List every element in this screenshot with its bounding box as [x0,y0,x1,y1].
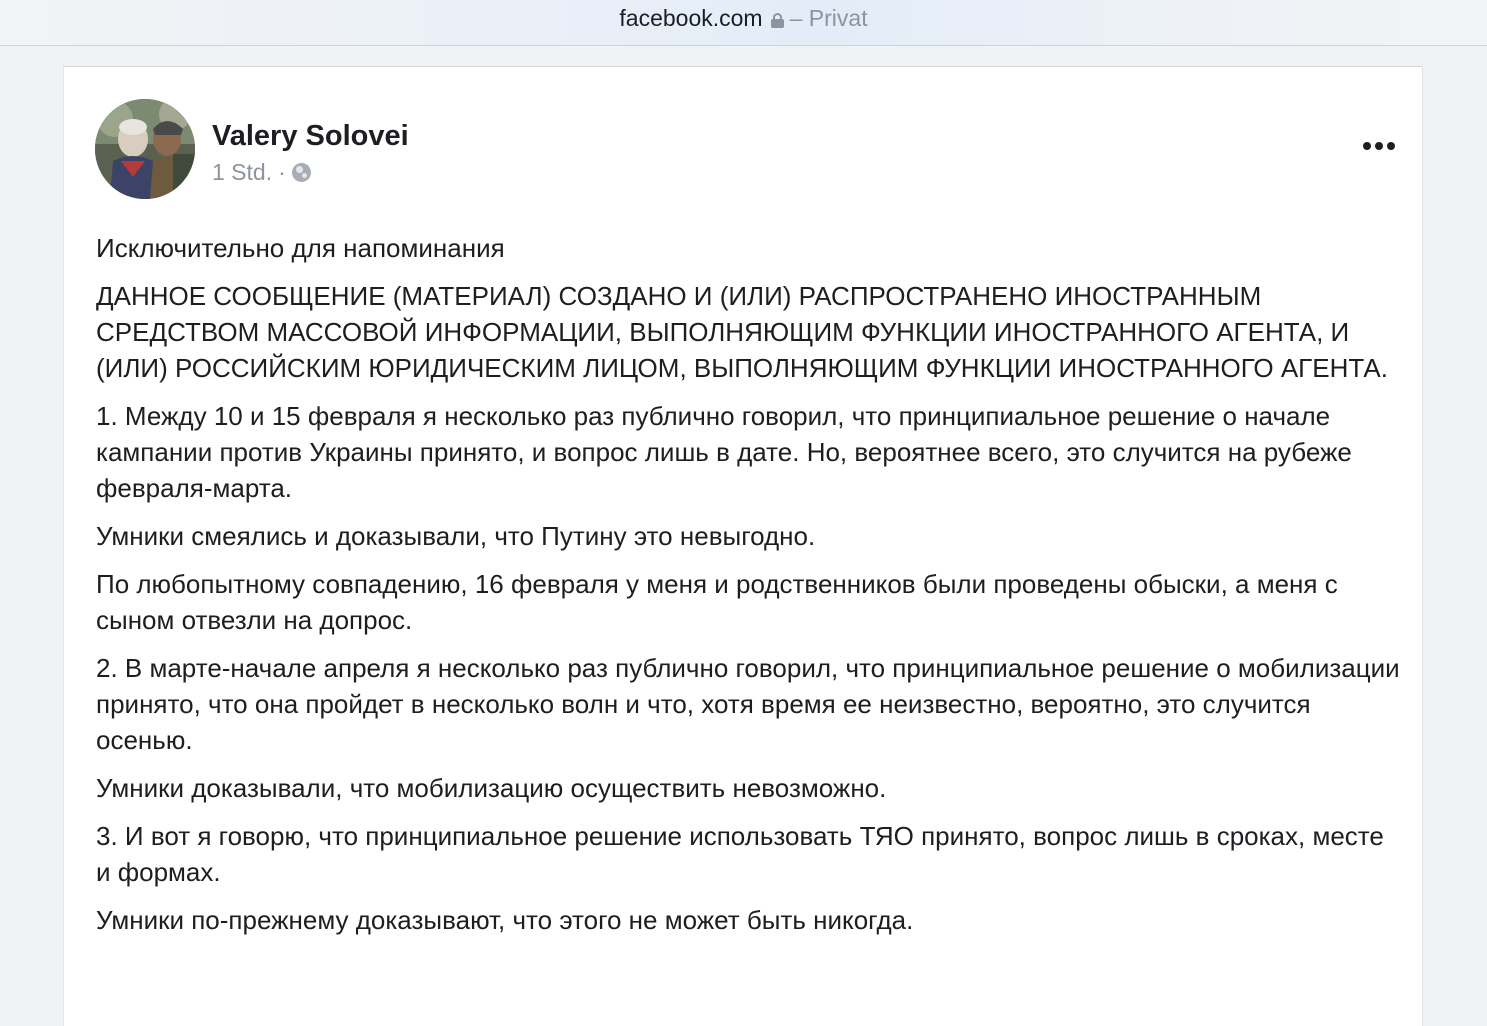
post-body [96,230,1401,950]
url-display[interactable] [0,4,1487,32]
avatar-image [95,99,195,199]
post-paragraph: 3. И вот я говорю, что принципиальное решение использовать ТЯО принято, вопрос лишь в сроках, месте и формах. [96,821,1384,887]
privacy-label: – Privat [789,5,868,31]
post-paragraph: Умники смеялись и доказывали, что Путину это невыгодно. [96,521,816,551]
meta-separator: · [278,159,286,185]
more-options-icon [1363,142,1371,150]
post-card [63,66,1423,1026]
post-paragraph: 2. В марте-начале апреля я несколько раз публично говорил, что принципиальное решение о мобилизации принято, что она пройдет в несколько волн и что, хотя время ее неизвестно, вероятно, это случится осенью. [96,653,1400,755]
lock-icon [771,13,784,27]
post-paragraph: По любопытному совпадению, 16 февраля у меня и родственников были проведены обыски, а меня с сыном отвезли на допрос. [96,569,1338,635]
post-paragraph: Исключительно для напоминания [96,233,505,263]
post-author-name[interactable]: Valery Solovei [212,120,409,152]
browser-address-bar[interactable] [0,0,1487,46]
post-paragraph: ДАННОЕ СООБЩЕНИЕ (МАТЕРИАЛ) СОЗДАНО И (ИЛИ) РАСПРОСТРАНЕНО ИНОСТРАННЫМ СРЕДСТВОМ МАССОВОЙ ИНФОРМАЦИИ, ВЫПОЛНЯЮЩИМ ФУНКЦИИ ИНОСТРАННОГО АГЕНТА, И (ИЛИ) РОССИЙСКИМ ЮРИДИЧЕСКИМ ЛИЦОМ, ВЫПОЛНЯЮЩИМ ФУНКЦИИ ИНОСТРАННОГО АГЕНТА. [96,281,1388,383]
post-paragraph: Умники доказывали, что мобилизацию осуществить невозможно. [96,773,887,803]
post-timestamp[interactable]: 1 Std. [212,159,273,185]
post-paragraph: Умники по-прежнему доказывают, что этого не может быть никогда. [96,905,914,935]
url-domain: facebook.com [619,5,763,31]
globe-icon[interactable] [292,163,311,182]
post-meta [212,158,311,186]
avatar[interactable] [95,99,195,199]
post-paragraph: 1. Между 10 и 15 февраля я несколько раз публично говорил, что принципиальное решение о начале кампании против Украины принято, и вопрос лишь в дате. Но, вероятнее всего, это случится на рубеже февраля-марта. [96,401,1352,503]
more-options-button[interactable] [1361,139,1397,153]
